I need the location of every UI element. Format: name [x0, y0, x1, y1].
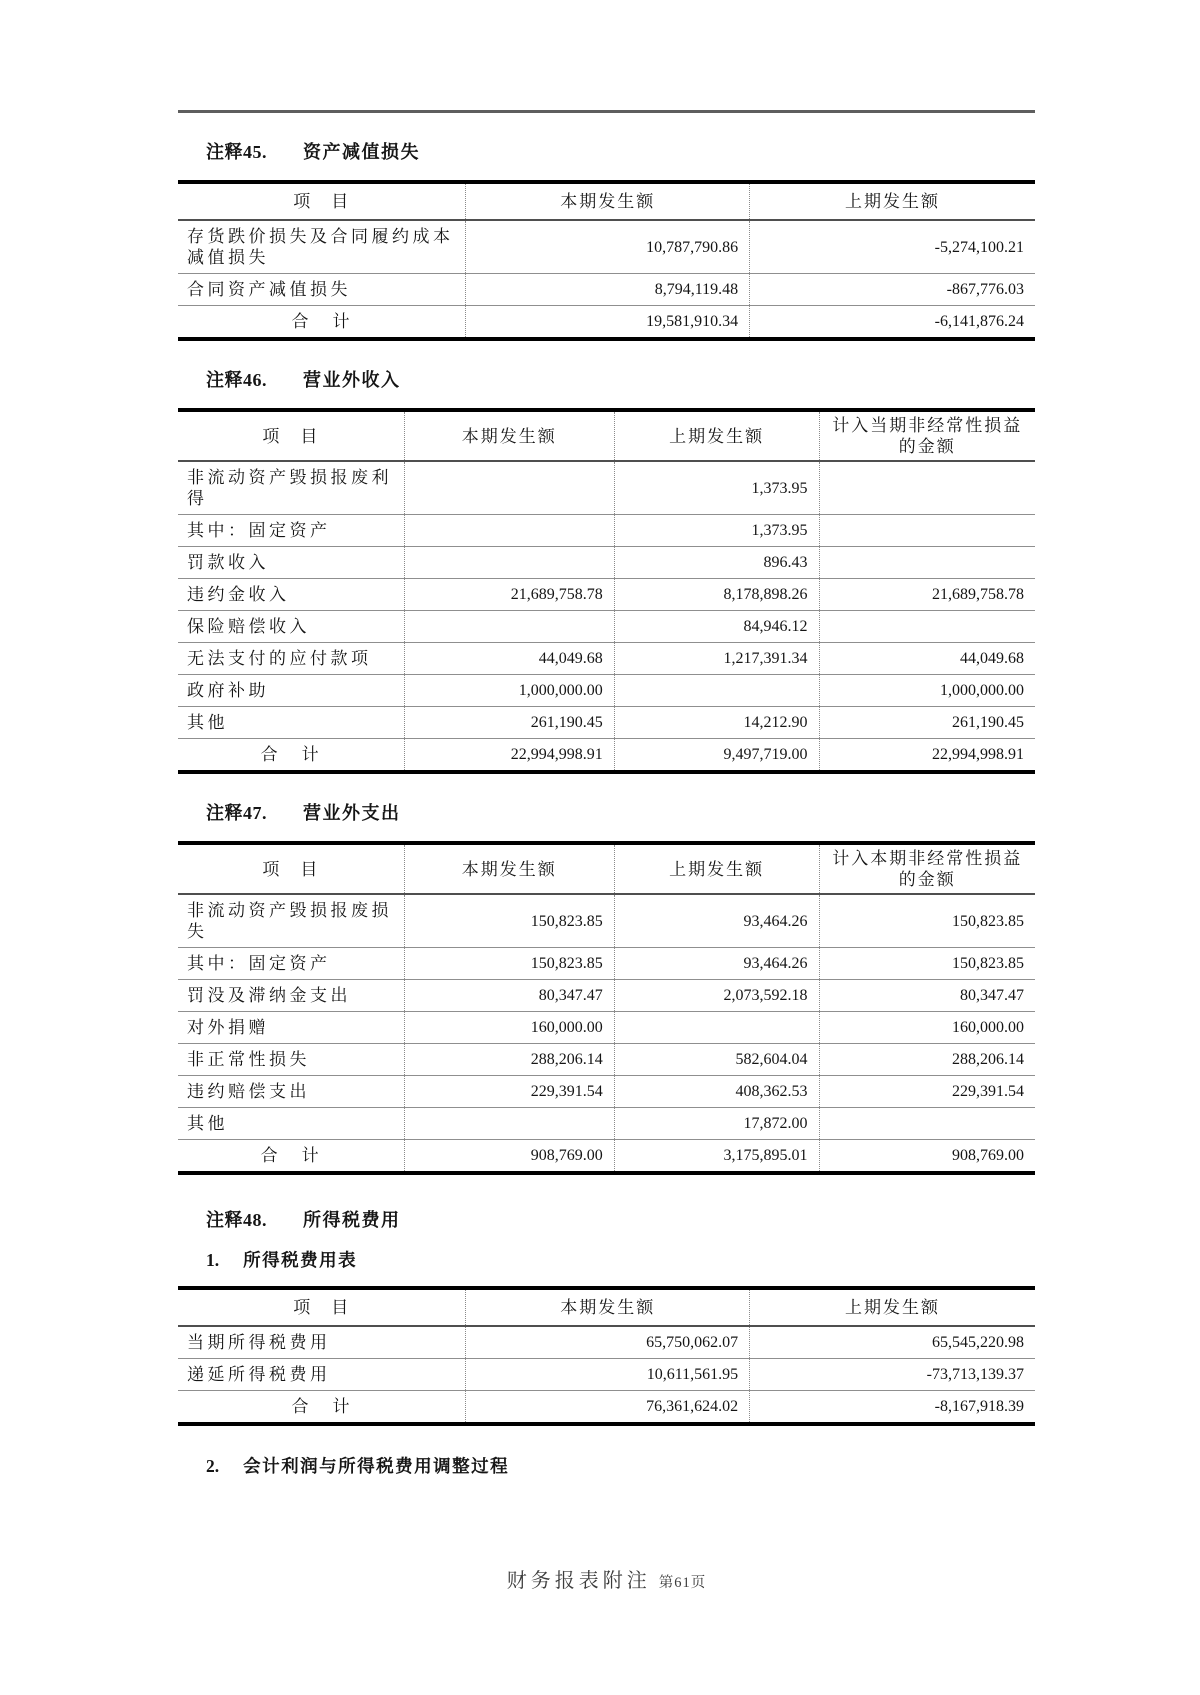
cell-amount: 22,994,998.91 [404, 739, 614, 773]
section-note47 [178, 801, 1035, 1175]
cell-amount: 288,206.14 [819, 1044, 1035, 1076]
note46-heading: 营业外收入 [303, 370, 401, 390]
table-row [178, 515, 1035, 547]
cell-amount [819, 611, 1035, 643]
table-row [178, 1359, 1035, 1391]
cell-item: 合 计 [291, 312, 353, 331]
cell-amount: 160,000.00 [819, 1012, 1035, 1044]
cell-item: 合 计 [260, 745, 323, 764]
cell-item: 非流动资产毁损报废利得 [178, 461, 404, 515]
note47-number: 注释47. [206, 803, 267, 823]
cell-amount: 65,750,062.07 [466, 1326, 750, 1359]
cell-amount [404, 515, 614, 547]
table-total-row [178, 1140, 1035, 1174]
table-row [178, 579, 1035, 611]
cell-item: 当期所得税费用 [178, 1326, 466, 1359]
table-row [178, 1326, 1035, 1359]
cell-amount: 10,787,790.86 [466, 220, 750, 274]
cell-item: 合 计 [291, 1397, 353, 1416]
cell-amount: 10,611,561.95 [466, 1359, 750, 1391]
cell-amount: 896.43 [614, 547, 819, 579]
cell-amount: 8,794,119.48 [466, 274, 750, 306]
note46-title [206, 368, 1035, 392]
note47-table [178, 841, 1035, 1175]
cell-item: 罚没及滞纳金支出 [178, 980, 404, 1012]
cell-amount: 9,497,719.00 [614, 739, 819, 773]
col-header-item: 项 目 [178, 410, 404, 461]
col-header-item: 项 目 [178, 1288, 466, 1326]
note46-table-body [178, 461, 1035, 772]
document-page [178, 0, 1035, 1593]
cell-amount: -867,776.03 [750, 274, 1035, 306]
section-note46 [178, 368, 1035, 774]
cell-item: 政府补助 [178, 675, 404, 707]
cell-amount: 22,994,998.91 [819, 739, 1035, 773]
table-total-row [178, 306, 1035, 340]
note46-number: 注释46. [206, 370, 267, 390]
table-total-row [178, 739, 1035, 773]
cell-amount [819, 1108, 1035, 1140]
table-row [178, 675, 1035, 707]
note47-heading: 营业外支出 [303, 803, 401, 823]
table-row [178, 980, 1035, 1012]
note48-number: 注释48. [206, 1210, 267, 1230]
cell-amount [404, 611, 614, 643]
cell-amount [404, 547, 614, 579]
table-row [178, 643, 1035, 675]
cell-amount: 1,000,000.00 [404, 675, 614, 707]
note48-subtitle-2 [206, 1455, 1035, 1478]
footer-document-label: 财务报表附注 [506, 1570, 651, 1592]
table-row [178, 1108, 1035, 1140]
cell-item: 非正常性损失 [178, 1044, 404, 1076]
cell-amount [404, 1108, 614, 1140]
cell-item: 合同资产减值损失 [178, 274, 466, 306]
cell-item: 存货跌价损失及合同履约成本减值损失 [178, 220, 466, 274]
cell-amount: 65,545,220.98 [750, 1326, 1035, 1359]
col-header-item: 项 目 [178, 182, 466, 220]
cell-amount: 93,464.26 [614, 948, 819, 980]
header-row [178, 410, 1035, 461]
cell-amount: 80,347.47 [819, 980, 1035, 1012]
cell-amount [819, 461, 1035, 515]
col-header-prior-period: 上期发生额 [750, 1288, 1035, 1326]
note45-heading: 资产减值损失 [303, 142, 420, 162]
table-row [178, 220, 1035, 274]
cell-item: 违约赔偿支出 [178, 1076, 404, 1108]
cell-amount: 261,190.45 [819, 707, 1035, 739]
cell-amount: 229,391.54 [404, 1076, 614, 1108]
col-header-nonrecurring-amount: 计入当期非经常性损益的金额 [819, 410, 1035, 461]
note45-table-header [178, 182, 1035, 220]
cell-amount [614, 1012, 819, 1044]
note48-title [206, 1208, 1035, 1232]
cell-amount: 150,823.85 [819, 948, 1035, 980]
note48-table-header [178, 1288, 1035, 1326]
col-header-current-period: 本期发生额 [404, 410, 614, 461]
cell-amount: 908,769.00 [819, 1140, 1035, 1174]
header-row [178, 1288, 1035, 1326]
cell-amount: 19,581,910.34 [466, 306, 750, 340]
table-row [178, 1076, 1035, 1108]
note48-subtitle-1-heading: 所得税费用表 [243, 1250, 358, 1270]
cell-item: 其他 [178, 707, 404, 739]
footer-page-number: 第61页 [658, 1575, 707, 1591]
note48-table-body [178, 1326, 1035, 1424]
table-row [178, 948, 1035, 980]
cell-amount: 261,190.45 [404, 707, 614, 739]
note48-subtitle-2-number: 2. [206, 1456, 220, 1476]
cell-item: 保险赔偿收入 [178, 611, 404, 643]
header-row [178, 182, 1035, 220]
cell-amount: 84,946.12 [614, 611, 819, 643]
col-header-prior-period: 上期发生额 [614, 410, 819, 461]
note46-table-header [178, 410, 1035, 461]
cell-amount: 44,049.68 [404, 643, 614, 675]
note47-table-header [178, 843, 1035, 894]
table-row [178, 1044, 1035, 1076]
cell-amount: 44,049.68 [819, 643, 1035, 675]
cell-amount: 21,689,758.78 [819, 579, 1035, 611]
cell-amount: 408,362.53 [614, 1076, 819, 1108]
note48-subtitle-1 [206, 1249, 1035, 1272]
cell-amount: 582,604.04 [614, 1044, 819, 1076]
note48-heading: 所得税费用 [303, 1210, 401, 1230]
cell-amount: -5,274,100.21 [750, 220, 1035, 274]
cell-amount: -8,167,918.39 [750, 1391, 1035, 1425]
note48-subtitle-2-heading: 会计利润与所得税费用调整过程 [243, 1456, 510, 1476]
cell-amount: 229,391.54 [819, 1076, 1035, 1108]
note47-table-body [178, 894, 1035, 1173]
cell-amount: 908,769.00 [404, 1140, 614, 1174]
note47-title [206, 801, 1035, 825]
cell-amount [404, 461, 614, 515]
cell-item: 无法支付的应付款项 [178, 643, 404, 675]
cell-item: 非流动资产毁损报废损失 [178, 894, 404, 948]
note48-subtitle-1-number: 1. [206, 1250, 220, 1270]
header-row [178, 843, 1035, 894]
cell-item: 其中：固定资产 [178, 948, 404, 980]
cell-amount: 17,872.00 [614, 1108, 819, 1140]
cell-amount [819, 515, 1035, 547]
note45-table [178, 180, 1035, 341]
cell-amount: 150,823.85 [819, 894, 1035, 948]
col-header-nonrecurring-amount: 计入本期非经常性损益的金额 [819, 843, 1035, 894]
col-header-prior-period: 上期发生额 [750, 182, 1035, 220]
cell-amount: 93,464.26 [614, 894, 819, 948]
cell-amount: 2,073,592.18 [614, 980, 819, 1012]
cell-amount: -6,141,876.24 [750, 306, 1035, 340]
cell-item: 罚款收入 [178, 547, 404, 579]
cell-amount: 1,217,391.34 [614, 643, 819, 675]
table-row [178, 461, 1035, 515]
table-row [178, 547, 1035, 579]
page-footer [178, 1564, 1035, 1593]
cell-item: 合 计 [260, 1146, 323, 1165]
cell-amount: 1,000,000.00 [819, 675, 1035, 707]
cell-amount: 1,373.95 [614, 515, 819, 547]
cell-amount: 150,823.85 [404, 948, 614, 980]
cell-amount: 21,689,758.78 [404, 579, 614, 611]
section-note48 [178, 1208, 1035, 1478]
cell-amount: 3,175,895.01 [614, 1140, 819, 1174]
cell-amount: 14,212.90 [614, 707, 819, 739]
col-header-current-period: 本期发生额 [466, 1288, 750, 1326]
cell-amount: 160,000.00 [404, 1012, 614, 1044]
cell-amount: 150,823.85 [404, 894, 614, 948]
cell-item: 违约金收入 [178, 579, 404, 611]
col-header-item: 项 目 [178, 843, 404, 894]
cell-amount [819, 547, 1035, 579]
note46-table [178, 408, 1035, 774]
cell-item: 递延所得税费用 [178, 1359, 466, 1391]
note45-title [206, 140, 1035, 164]
cell-amount: 288,206.14 [404, 1044, 614, 1076]
table-row [178, 274, 1035, 306]
cell-amount: -73,713,139.37 [750, 1359, 1035, 1391]
col-header-current-period: 本期发生额 [404, 843, 614, 894]
table-row [178, 707, 1035, 739]
note48-table [178, 1286, 1035, 1426]
table-row [178, 894, 1035, 948]
cell-item: 对外捐赠 [178, 1012, 404, 1044]
note45-table-body [178, 220, 1035, 339]
table-row [178, 1012, 1035, 1044]
header-rule [178, 110, 1035, 113]
cell-amount: 1,373.95 [614, 461, 819, 515]
col-header-prior-period: 上期发生额 [614, 843, 819, 894]
section-note45 [178, 140, 1035, 341]
cell-amount: 76,361,624.02 [466, 1391, 750, 1425]
table-total-row [178, 1391, 1035, 1425]
cell-amount: 8,178,898.26 [614, 579, 819, 611]
cell-amount: 80,347.47 [404, 980, 614, 1012]
note45-number: 注释45. [206, 142, 267, 162]
cell-item: 其他 [178, 1108, 404, 1140]
col-header-current-period: 本期发生额 [466, 182, 750, 220]
table-row [178, 611, 1035, 643]
cell-amount [614, 675, 819, 707]
cell-item: 其中：固定资产 [178, 515, 404, 547]
